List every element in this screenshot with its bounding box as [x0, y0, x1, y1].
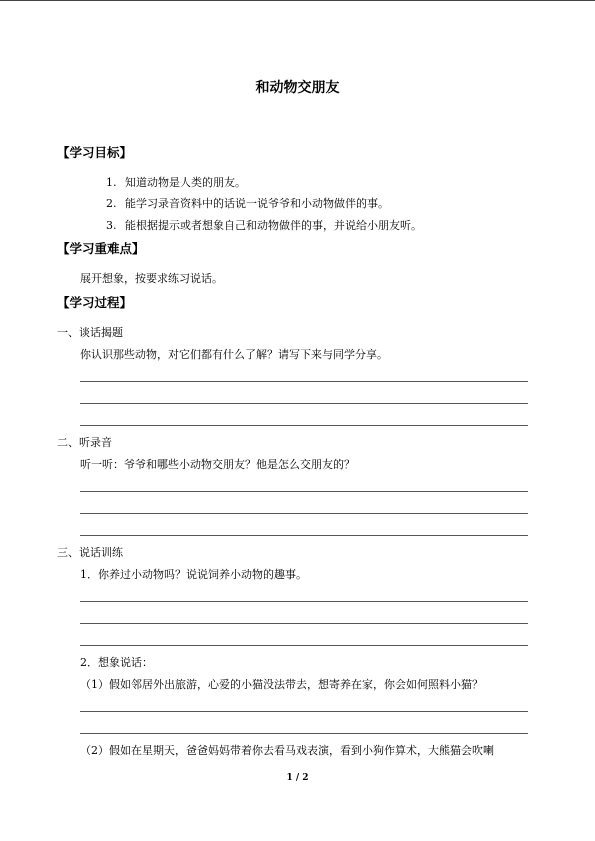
key-points-text: 展开想象，按要求练习说话。: [80, 272, 223, 285]
answer-line[interactable]: [80, 381, 528, 382]
section-2-label: 二、听录音: [57, 436, 112, 449]
answer-line[interactable]: [80, 491, 528, 492]
prompt-1: （1）假如邻居外出旅游，心爱的小猫没法带去，想寄养在家，你会如何照料小猫？: [80, 678, 483, 691]
goal-item-3-number: 3.: [106, 219, 117, 232]
section-2-question: 听一听：爷爷和哪些小动物交朋友？他是怎么交朋友的？: [80, 458, 355, 471]
goal-item-2-number: 2.: [106, 197, 117, 210]
goals-heading: 【学习目标】: [57, 145, 133, 160]
answer-line[interactable]: [80, 513, 528, 514]
answer-line[interactable]: [80, 645, 528, 646]
answer-line[interactable]: [80, 711, 528, 712]
key-points-heading: 【学习重难点】: [57, 241, 145, 256]
goal-item-1-number: 1.: [106, 176, 117, 189]
goal-item-2-text: 能学习录音资料中的话说一说爷爷和小动物做伴的事。: [125, 197, 389, 210]
prompt-2: （2）假如在星期天，爸爸妈妈带着你去看马戏表演，看到小狗作算术，大熊猫会吹喇: [80, 744, 494, 757]
top-border: [0, 0, 595, 1]
answer-line[interactable]: [80, 733, 528, 734]
answer-line[interactable]: [80, 623, 528, 624]
process-heading: 【学习过程】: [57, 295, 133, 310]
page-title: 和动物交朋友: [255, 80, 340, 96]
answer-line[interactable]: [80, 403, 528, 404]
section-3-sub-label: 2．想象说话：: [80, 656, 153, 669]
section-3-label: 三、说话训练: [57, 546, 123, 559]
goal-item-3-text: 能根据提示或者想象自己和动物做伴的事，并说给小朋友听。: [125, 219, 422, 232]
section-1-question: 你认识那些动物，对它们都有什么了解？请写下来与同学分享。: [80, 348, 388, 361]
answer-line[interactable]: [80, 601, 528, 602]
answer-line[interactable]: [80, 425, 528, 426]
section-1-label: 一、谈话揭题: [57, 326, 123, 339]
section-3-question: 1．你养过小动物吗？说说饲养小动物的趣事。: [80, 568, 307, 581]
answer-line[interactable]: [80, 535, 528, 536]
goal-item-1-text: 知道动物是人类的朋友。: [125, 176, 246, 189]
page-number: 1 / 2: [286, 773, 309, 783]
